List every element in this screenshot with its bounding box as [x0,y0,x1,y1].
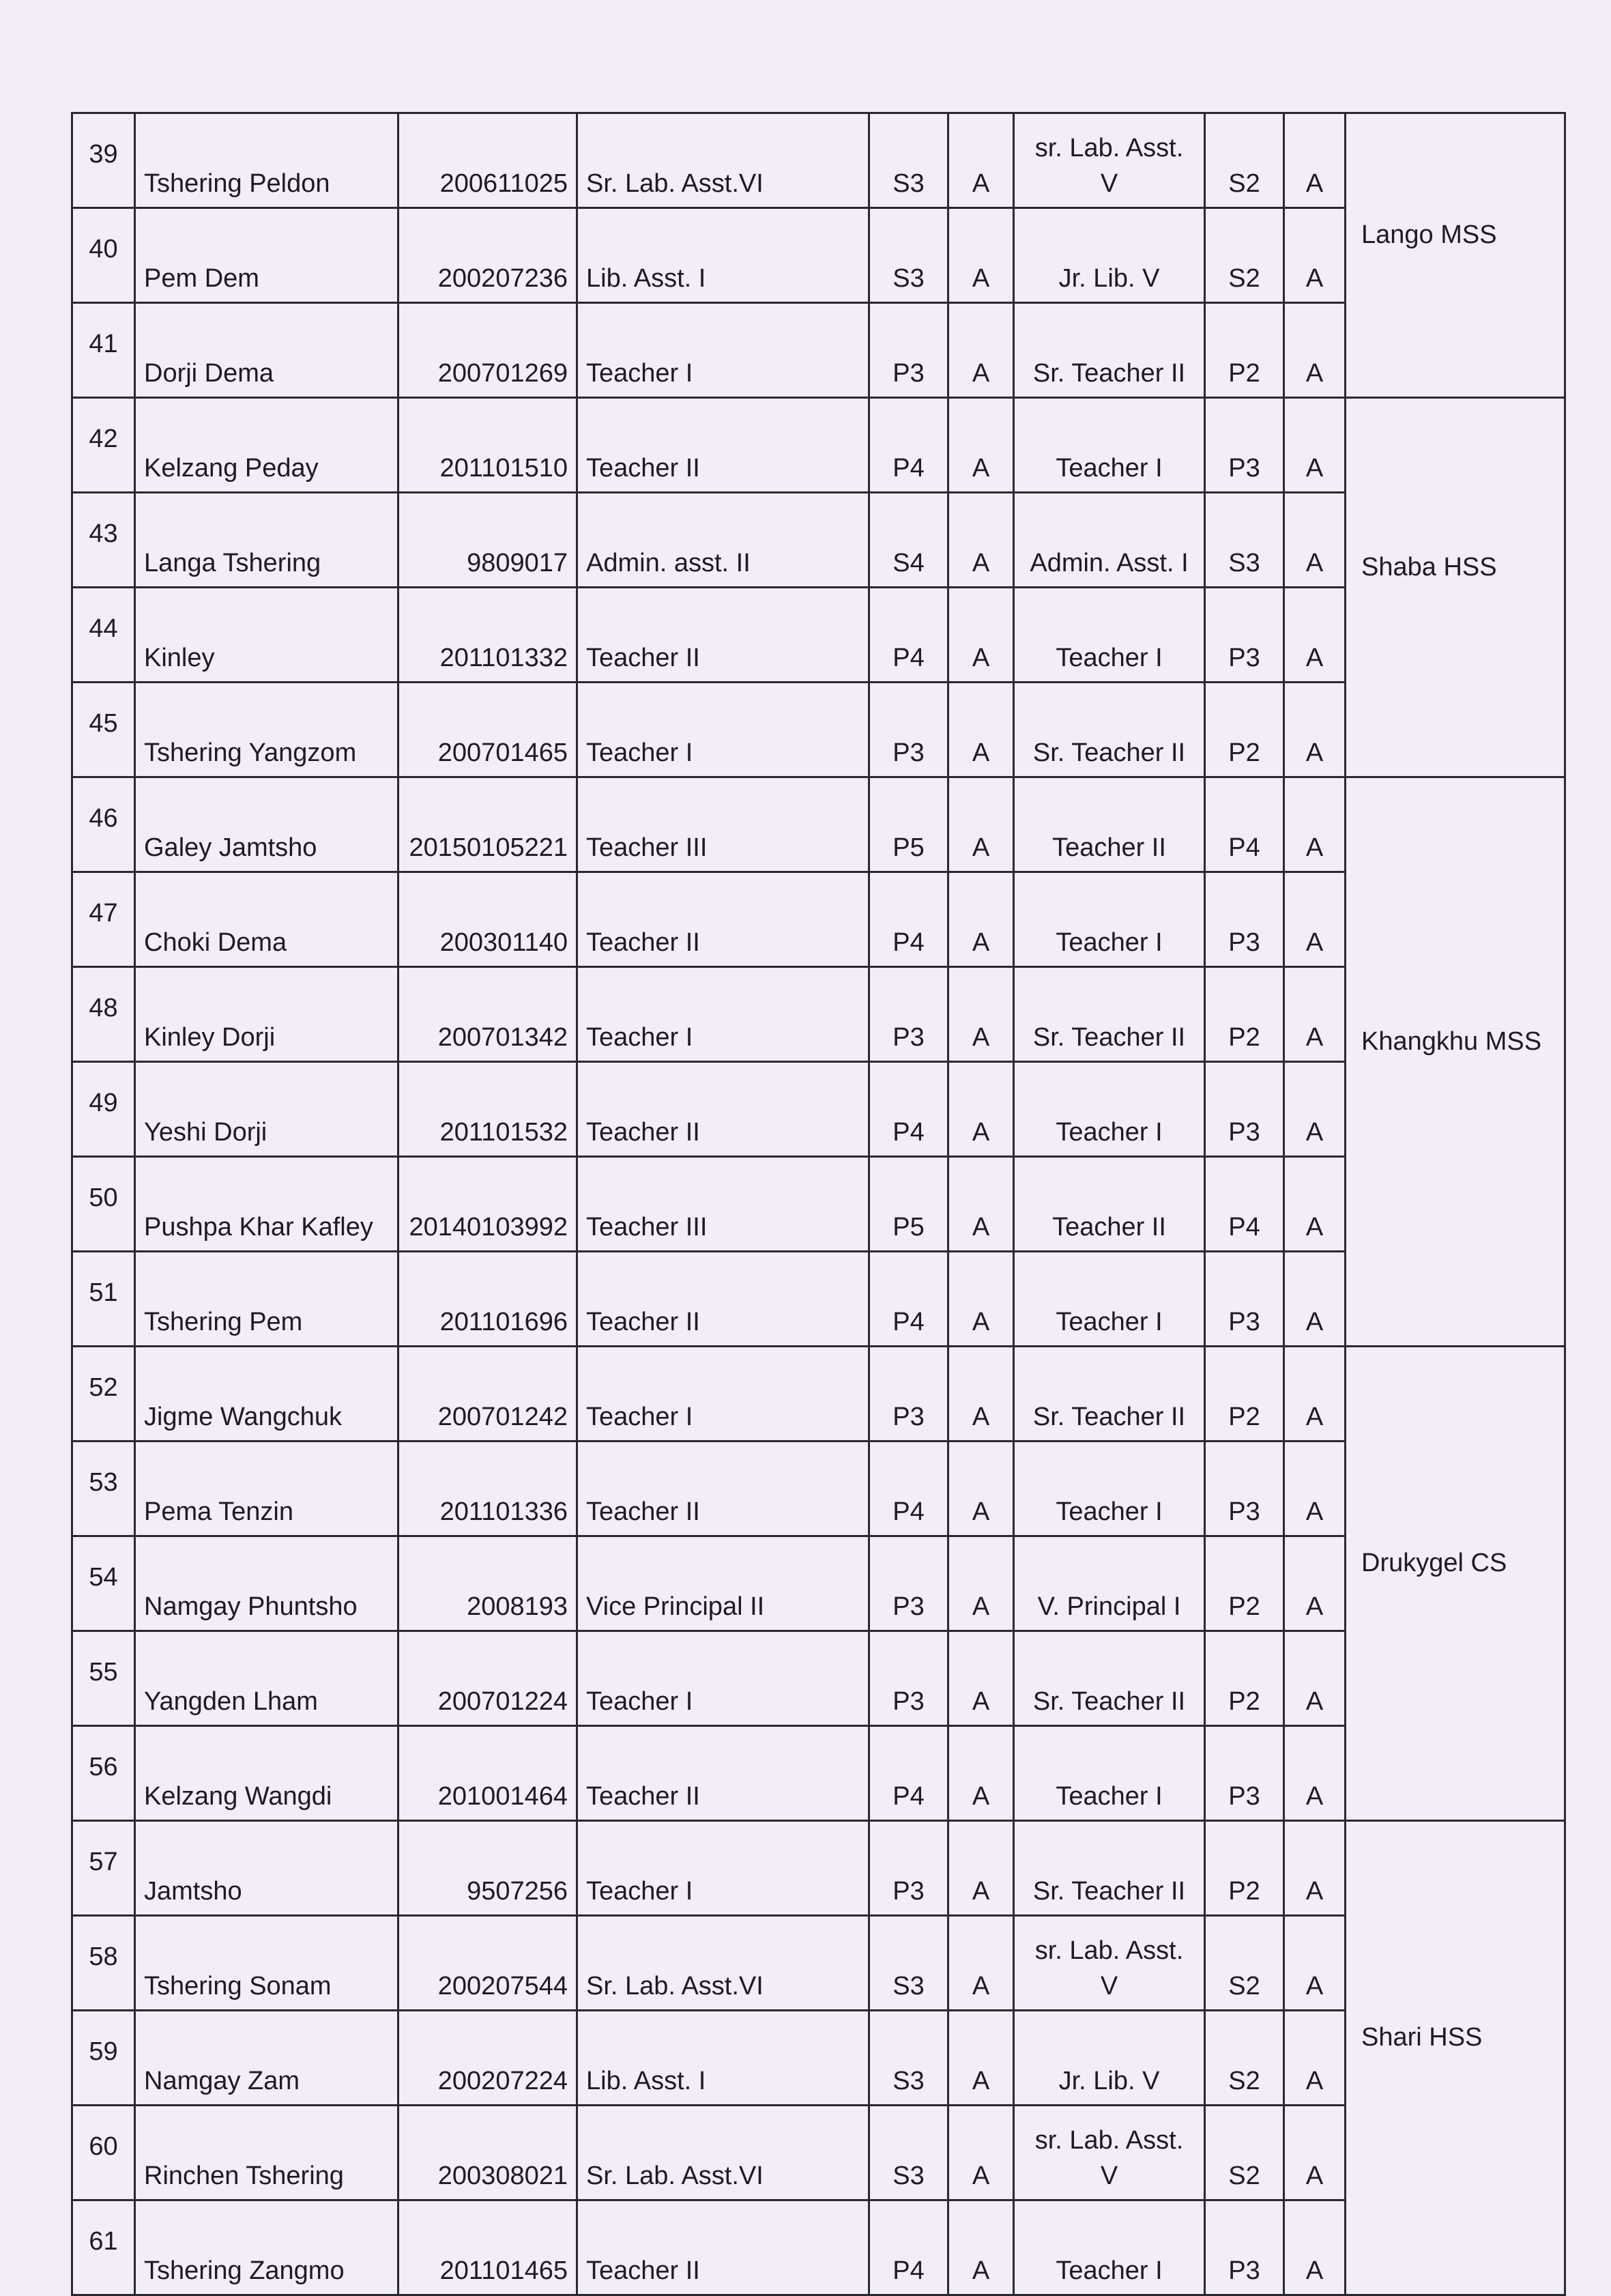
employee-name-cell: Jamtsho [135,1821,398,1916]
promoted-grade-cell: A [1284,1726,1346,1821]
present-level-cell: P4 [869,1726,948,1821]
present-grade-cell: A [948,2106,1014,2200]
serial-number-cell: 61 [72,2200,135,2295]
present-level-cell: P5 [869,777,948,872]
promoted-grade-cell: A [1284,2106,1346,2200]
promoted-position-cell: Teacher I [1014,2200,1205,2295]
serial-number-cell: 45 [72,683,135,777]
promoted-position-cell: Sr. Teacher II [1014,1631,1205,1726]
school-name-cell: Shaba HSS [1346,398,1565,777]
employee-id-cell: 200207224 [398,2011,577,2106]
serial-number-cell: 52 [72,1347,135,1441]
employee-name-cell: Kelzang Wangdi [135,1726,398,1821]
present-level-cell: S3 [869,113,948,208]
present-level-cell: P3 [869,1821,948,1916]
present-grade-cell: A [948,303,1014,398]
table-row [72,1916,1565,2011]
serial-number-cell: 49 [72,1062,135,1157]
present-level-cell: P4 [869,872,948,967]
promoted-position-cell: Teacher I [1014,1252,1205,1347]
employee-id-cell: 201101332 [398,588,577,683]
serial-number-cell: 51 [72,1252,135,1347]
present-position-cell: Teacher II [577,588,869,683]
table-row [72,1726,1565,1821]
present-level-cell: S3 [869,208,948,303]
promoted-level-cell: P3 [1205,1726,1284,1821]
employee-id-cell: 20140103992 [398,1157,577,1252]
promoted-grade-cell: A [1284,872,1346,967]
serial-number-cell: 46 [72,777,135,872]
promoted-grade-cell: A [1284,777,1346,872]
table-row [72,1157,1565,1252]
present-position-cell: Teacher I [577,967,869,1062]
promoted-position-cell: sr. Lab. Asst. V [1014,2106,1205,2200]
employee-id-cell: 200701242 [398,1347,577,1441]
present-grade-cell: A [948,208,1014,303]
present-grade-cell: A [948,588,1014,683]
promoted-level-cell: P2 [1205,1821,1284,1916]
present-position-cell: Teacher II [577,872,869,967]
promoted-position-cell: Teacher I [1014,1726,1205,1821]
present-position-cell: Teacher I [577,1821,869,1916]
employee-name-cell: Tshering Pem [135,1252,398,1347]
employee-id-cell: 201101510 [398,398,577,493]
table-row [72,872,1565,967]
employee-name-cell: Kinley [135,588,398,683]
present-level-cell: P4 [869,1252,948,1347]
present-position-cell: Admin. asst. II [577,493,869,588]
present-grade-cell: A [948,1062,1014,1157]
present-grade-cell: A [948,777,1014,872]
table-row [72,2106,1565,2200]
promoted-position-cell: Teacher I [1014,398,1205,493]
present-grade-cell: A [948,683,1014,777]
serial-number-cell: 59 [72,2011,135,2106]
employee-name-cell: Tshering Sonam [135,1916,398,2011]
table-row [72,1347,1565,1441]
promoted-grade-cell: A [1284,1347,1346,1441]
promoted-grade-cell: A [1284,683,1346,777]
present-position-cell: Teacher I [577,683,869,777]
employee-id-cell: 200207544 [398,1916,577,2011]
table-row [72,2200,1565,2295]
employee-id-cell: 200207236 [398,208,577,303]
present-grade-cell: A [948,967,1014,1062]
table-row [72,1536,1565,1631]
present-level-cell: S4 [869,493,948,588]
table-row [72,967,1565,1062]
table-row [72,777,1565,872]
table-row [72,208,1565,303]
table-row [72,493,1565,588]
promoted-grade-cell: A [1284,1252,1346,1347]
serial-number-cell: 41 [72,303,135,398]
serial-number-cell: 56 [72,1726,135,1821]
promoted-grade-cell: A [1284,1157,1346,1252]
present-grade-cell: A [948,113,1014,208]
serial-number-cell: 40 [72,208,135,303]
promotion-table [71,112,1566,2296]
present-level-cell: P3 [869,1536,948,1631]
present-position-cell: Teacher I [577,1631,869,1726]
present-grade-cell: A [948,1916,1014,2011]
table-row [72,1631,1565,1726]
employee-name-cell: Dorji Dema [135,303,398,398]
table-row [72,113,1565,208]
table-row [72,588,1565,683]
serial-number-cell: 55 [72,1631,135,1726]
present-position-cell: Sr. Lab. Asst.VI [577,113,869,208]
promoted-level-cell: P2 [1205,303,1284,398]
promoted-position-cell: V. Principal I [1014,1536,1205,1631]
employee-name-cell: Pema Tenzin [135,1441,398,1536]
promoted-level-cell: P2 [1205,1536,1284,1631]
employee-id-cell: 200611025 [398,113,577,208]
promoted-level-cell: P2 [1205,683,1284,777]
present-grade-cell: A [948,1157,1014,1252]
present-position-cell: Teacher I [577,303,869,398]
promoted-level-cell: P3 [1205,588,1284,683]
employee-id-cell: 9507256 [398,1821,577,1916]
promoted-level-cell: P3 [1205,1062,1284,1157]
serial-number-cell: 60 [72,2106,135,2200]
table-row [72,683,1565,777]
employee-name-cell: Namgay Zam [135,2011,398,2106]
promoted-position-cell: Sr. Teacher II [1014,303,1205,398]
present-position-cell: Teacher III [577,777,869,872]
employee-name-cell: Namgay Phuntsho [135,1536,398,1631]
serial-number-cell: 54 [72,1536,135,1631]
promoted-level-cell: S2 [1205,2011,1284,2106]
promoted-position-cell: Jr. Lib. V [1014,208,1205,303]
present-level-cell: P5 [869,1157,948,1252]
employee-name-cell: Jigme Wangchuk [135,1347,398,1441]
promoted-position-cell: Sr. Teacher II [1014,1821,1205,1916]
promoted-level-cell: P2 [1205,967,1284,1062]
promoted-grade-cell: A [1284,1536,1346,1631]
employee-name-cell: Pem Dem [135,208,398,303]
employee-id-cell: 200308021 [398,2106,577,2200]
promoted-position-cell: Teacher II [1014,777,1205,872]
employee-id-cell: 200701465 [398,683,577,777]
promoted-level-cell: P3 [1205,1441,1284,1536]
table-body [72,113,1565,2295]
employee-id-cell: 201101696 [398,1252,577,1347]
promoted-position-cell: Admin. Asst. I [1014,493,1205,588]
present-level-cell: P3 [869,303,948,398]
promoted-position-cell: Jr. Lib. V [1014,2011,1205,2106]
school-name-cell: Lango MSS [1346,113,1565,398]
present-position-cell: Sr. Lab. Asst.VI [577,1916,869,2011]
present-level-cell: P3 [869,1347,948,1441]
present-position-cell: Teacher III [577,1157,869,1252]
promoted-position-cell: Teacher I [1014,588,1205,683]
promoted-grade-cell: A [1284,967,1346,1062]
serial-number-cell: 48 [72,967,135,1062]
present-level-cell: P3 [869,683,948,777]
school-name-cell: Khangkhu MSS [1346,777,1565,1347]
present-level-cell: P3 [869,967,948,1062]
present-position-cell: Sr. Lab. Asst.VI [577,2106,869,2200]
promoted-level-cell: P3 [1205,398,1284,493]
table-row [72,1821,1565,1916]
employee-name-cell: Yangden Lham [135,1631,398,1726]
employee-id-cell: 201101532 [398,1062,577,1157]
present-position-cell: Teacher II [577,1062,869,1157]
promoted-grade-cell: A [1284,2011,1346,2106]
promoted-level-cell: P4 [1205,1157,1284,1252]
present-grade-cell: A [948,1821,1014,1916]
promoted-level-cell: S2 [1205,2106,1284,2200]
promoted-position-cell: Sr. Teacher II [1014,1347,1205,1441]
employee-id-cell: 201101336 [398,1441,577,1536]
employee-name-cell: Tshering Yangzom [135,683,398,777]
present-grade-cell: A [948,1441,1014,1536]
present-position-cell: Teacher II [577,2200,869,2295]
promoted-level-cell: S3 [1205,493,1284,588]
promoted-grade-cell: A [1284,208,1346,303]
present-grade-cell: A [948,398,1014,493]
promoted-grade-cell: A [1284,1441,1346,1536]
present-level-cell: P4 [869,2200,948,2295]
employee-id-cell: 20150105221 [398,777,577,872]
table-row [72,303,1565,398]
promoted-level-cell: P4 [1205,777,1284,872]
present-level-cell: S3 [869,1916,948,2011]
table-row [72,1441,1565,1536]
present-level-cell: S3 [869,2011,948,2106]
promoted-level-cell: S2 [1205,208,1284,303]
employee-name-cell: Pushpa Khar Kafley [135,1157,398,1252]
present-level-cell: P4 [869,1062,948,1157]
promoted-position-cell: Teacher I [1014,1441,1205,1536]
promoted-grade-cell: A [1284,1631,1346,1726]
employee-name-cell: Choki Dema [135,872,398,967]
promoted-position-cell: Teacher II [1014,1157,1205,1252]
promoted-grade-cell: A [1284,493,1346,588]
employee-name-cell: Langa Tshering [135,493,398,588]
present-grade-cell: A [948,2011,1014,2106]
promoted-position-cell: Teacher I [1014,1062,1205,1157]
promoted-level-cell: P2 [1205,1347,1284,1441]
present-level-cell: S3 [869,2106,948,2200]
table-row [72,2011,1565,2106]
present-position-cell: Lib. Asst. I [577,2011,869,2106]
school-name-cell: Shari HSS [1346,1821,1565,2295]
promoted-level-cell: P2 [1205,1631,1284,1726]
promoted-position-cell: sr. Lab. Asst. V [1014,1916,1205,2011]
present-level-cell: P3 [869,1631,948,1726]
promoted-grade-cell: A [1284,1821,1346,1916]
serial-number-cell: 50 [72,1157,135,1252]
employee-id-cell: 200701269 [398,303,577,398]
employee-id-cell: 201101465 [398,2200,577,2295]
present-grade-cell: A [948,1347,1014,1441]
promoted-grade-cell: A [1284,588,1346,683]
employee-name-cell: Kinley Dorji [135,967,398,1062]
table-row [72,1252,1565,1347]
school-name-cell: Drukygel CS [1346,1347,1565,1821]
present-position-cell: Teacher I [577,1347,869,1441]
promoted-grade-cell: A [1284,398,1346,493]
present-position-cell: Vice Principal II [577,1536,869,1631]
promoted-grade-cell: A [1284,113,1346,208]
employee-id-cell: 200301140 [398,872,577,967]
promoted-position-cell: Teacher I [1014,872,1205,967]
present-grade-cell: A [948,1252,1014,1347]
present-grade-cell: A [948,493,1014,588]
employee-name-cell: Kelzang Peday [135,398,398,493]
promoted-position-cell: Sr. Teacher II [1014,683,1205,777]
serial-number-cell: 53 [72,1441,135,1536]
serial-number-cell: 47 [72,872,135,967]
serial-number-cell: 43 [72,493,135,588]
employee-id-cell: 200701342 [398,967,577,1062]
present-grade-cell: A [948,872,1014,967]
employee-id-cell: 201001464 [398,1726,577,1821]
table-row [72,1062,1565,1157]
promoted-level-cell: S2 [1205,113,1284,208]
employee-name-cell: Tshering Zangmo [135,2200,398,2295]
promoted-level-cell: S2 [1205,1916,1284,2011]
present-level-cell: P4 [869,398,948,493]
promoted-position-cell: Sr. Teacher II [1014,967,1205,1062]
promoted-level-cell: P3 [1205,872,1284,967]
present-grade-cell: A [948,1631,1014,1726]
serial-number-cell: 39 [72,113,135,208]
present-level-cell: P4 [869,588,948,683]
employee-name-cell: Yeshi Dorji [135,1062,398,1157]
employee-name-cell: Tshering Peldon [135,113,398,208]
promoted-grade-cell: A [1284,1916,1346,2011]
present-grade-cell: A [948,2200,1014,2295]
promoted-position-cell: sr. Lab. Asst. V [1014,113,1205,208]
employee-id-cell: 9809017 [398,493,577,588]
table-row [72,398,1565,493]
present-grade-cell: A [948,1726,1014,1821]
promoted-grade-cell: A [1284,1062,1346,1157]
present-position-cell: Lib. Asst. I [577,208,869,303]
serial-number-cell: 58 [72,1916,135,2011]
present-grade-cell: A [948,1536,1014,1631]
employee-id-cell: 200701224 [398,1631,577,1726]
present-position-cell: Teacher II [577,1252,869,1347]
serial-number-cell: 57 [72,1821,135,1916]
promoted-grade-cell: A [1284,303,1346,398]
promoted-level-cell: P3 [1205,1252,1284,1347]
employee-name-cell: Galey Jamtsho [135,777,398,872]
employee-id-cell: 2008193 [398,1536,577,1631]
present-position-cell: Teacher II [577,1441,869,1536]
present-level-cell: P4 [869,1441,948,1536]
serial-number-cell: 42 [72,398,135,493]
present-position-cell: Teacher II [577,1726,869,1821]
employee-name-cell: Rinchen Tshering [135,2106,398,2200]
promoted-level-cell: P3 [1205,2200,1284,2295]
promoted-grade-cell: A [1284,2200,1346,2295]
serial-number-cell: 44 [72,588,135,683]
present-position-cell: Teacher II [577,398,869,493]
